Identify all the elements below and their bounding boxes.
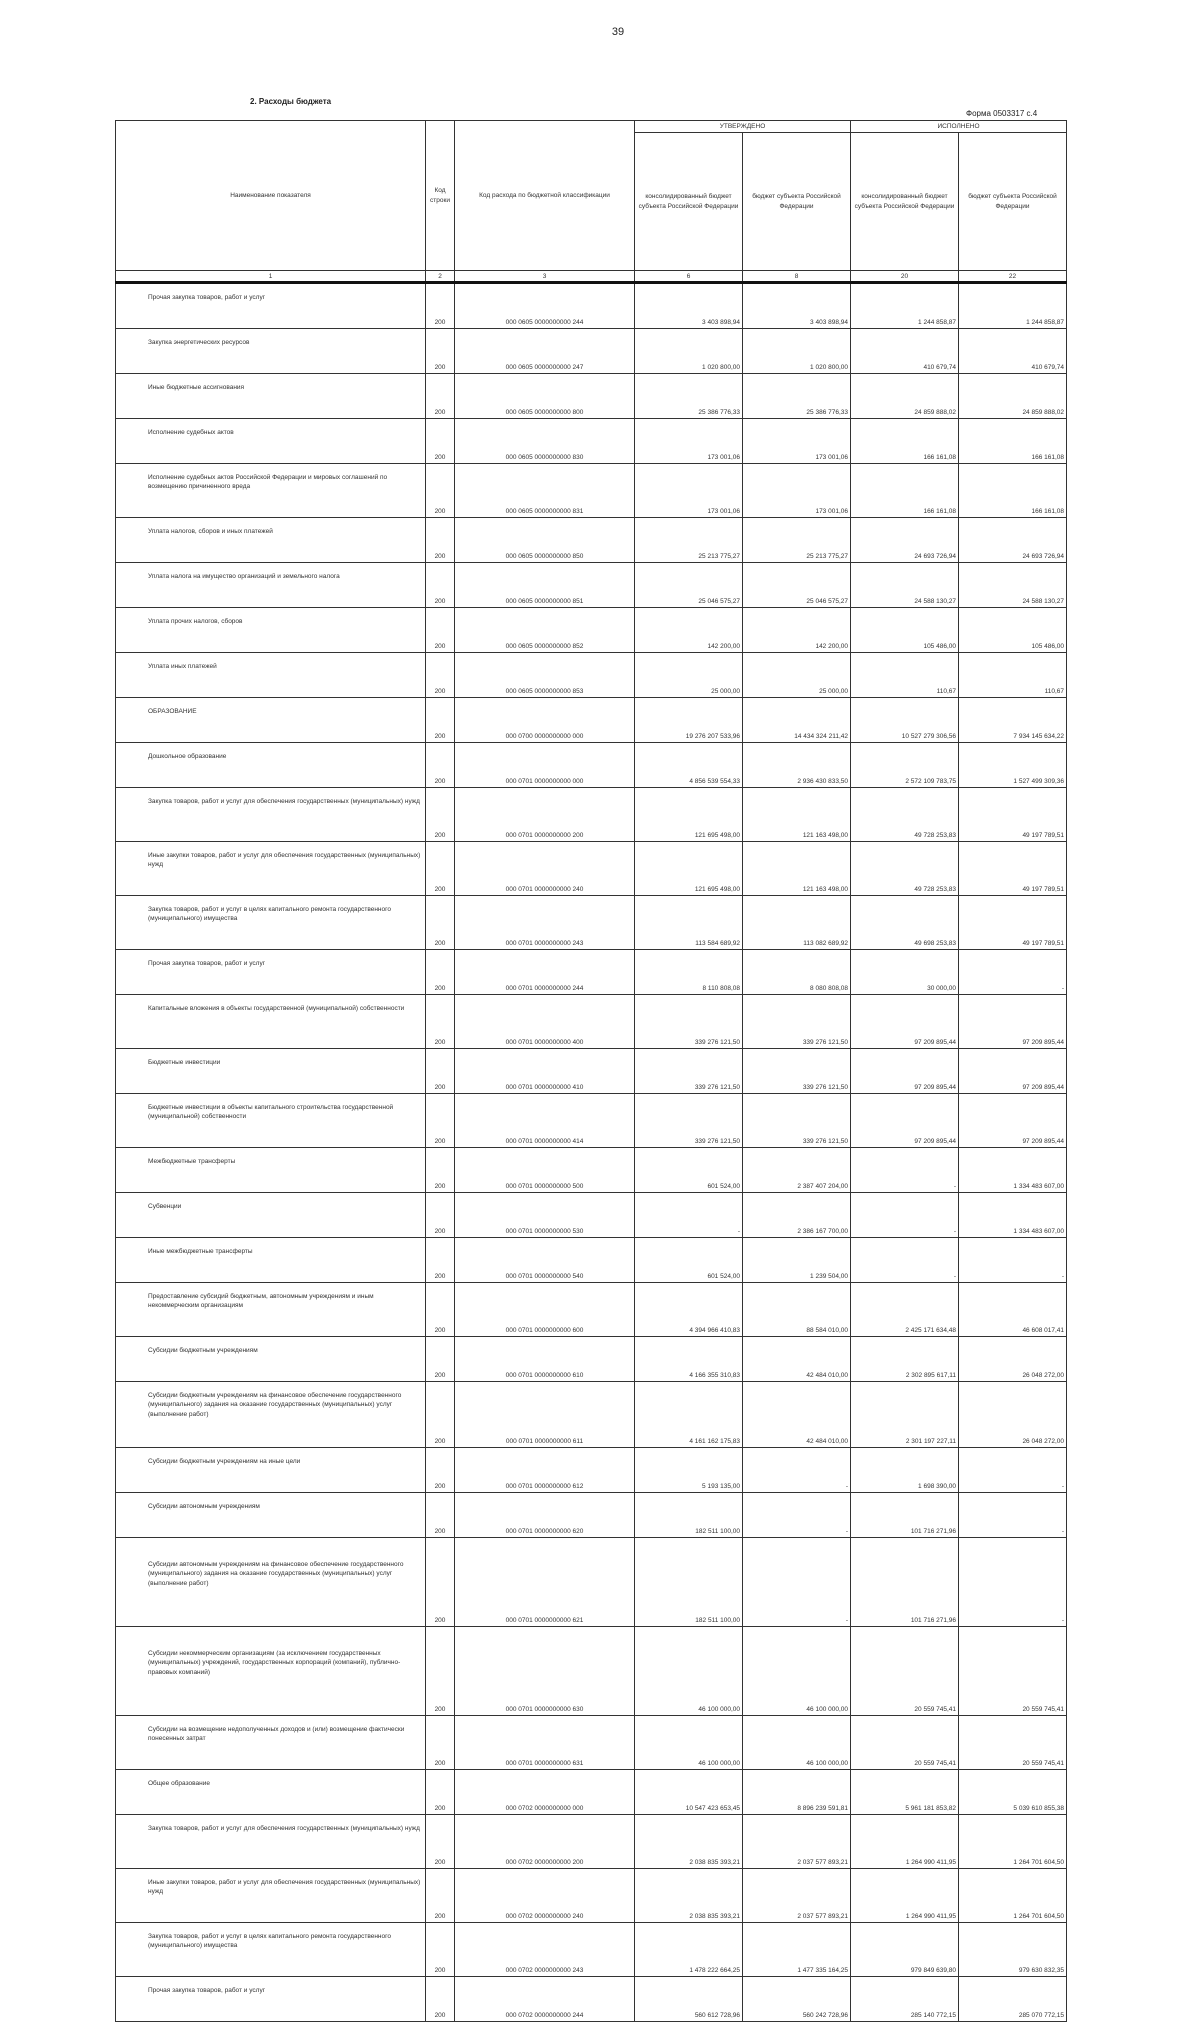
table-row	[116, 842, 1067, 896]
row-executed-consolidated: 49 728 253,83	[851, 842, 959, 896]
row-executed-consolidated: 1 264 990 411,95	[851, 1815, 959, 1869]
row-executed-consolidated: -	[851, 1238, 959, 1283]
row-classification-code: 000 0701 0000000000 244	[455, 950, 635, 995]
row-executed-consolidated: 97 209 895,44	[851, 1094, 959, 1148]
row-approved-subject: 2 037 577 893,21	[743, 1869, 851, 1923]
row-executed-subject: 24 859 888,02	[959, 374, 1067, 419]
row-executed-consolidated: 110,67	[851, 653, 959, 698]
table-row	[116, 1337, 1067, 1382]
row-code: 200	[426, 1193, 455, 1238]
row-name: Закупка товаров, работ и услуг для обеспечения государственных (муниципальных) нужд	[116, 788, 426, 842]
row-classification-code: 000 0701 0000000000 243	[455, 896, 635, 950]
row-executed-subject: 20 559 745,41	[959, 1716, 1067, 1770]
row-approved-subject: 25 000,00	[743, 653, 851, 698]
row-approved-subject: 2 387 407 204,00	[743, 1148, 851, 1193]
row-code: 200	[426, 842, 455, 896]
row-approved-consolidated: 339 276 121,50	[635, 1049, 743, 1094]
row-executed-subject: 1 334 483 607,00	[959, 1148, 1067, 1193]
row-code: 200	[426, 283, 455, 329]
row-executed-consolidated: 1 698 390,00	[851, 1448, 959, 1493]
row-executed-consolidated: 2 301 197 227,11	[851, 1382, 959, 1448]
row-code: 200	[426, 464, 455, 518]
row-approved-subject: 142 200,00	[743, 608, 851, 653]
row-name: Субсидии на возмещение недополученных доходов и (или) возмещение фактически понесенных затрат	[116, 1716, 426, 1770]
row-executed-subject: 1 264 701 604,50	[959, 1815, 1067, 1869]
row-code: 200	[426, 1094, 455, 1148]
row-executed-subject: 24 693 726,94	[959, 518, 1067, 563]
row-executed-consolidated: 410 679,74	[851, 329, 959, 374]
row-name: Субсидии бюджетным учреждениям	[116, 1337, 426, 1382]
row-classification-code: 000 0701 0000000000 540	[455, 1238, 635, 1283]
table-row	[116, 608, 1067, 653]
row-approved-consolidated: 25 046 575,27	[635, 563, 743, 608]
row-code: 200	[426, 1049, 455, 1094]
row-code: 200	[426, 374, 455, 419]
table-row	[116, 1193, 1067, 1238]
row-approved-subject: 113 082 689,92	[743, 896, 851, 950]
table-row	[116, 1815, 1067, 1869]
row-approved-consolidated: 4 166 355 310,83	[635, 1337, 743, 1382]
row-approved-consolidated: 46 100 000,00	[635, 1627, 743, 1716]
row-executed-subject: 26 048 272,00	[959, 1382, 1067, 1448]
row-name: Дошкольное образование	[116, 743, 426, 788]
row-approved-consolidated: 560 612 728,96	[635, 1977, 743, 2022]
row-classification-code: 000 0701 0000000000 500	[455, 1148, 635, 1193]
table-row	[116, 1538, 1067, 1627]
row-name: Бюджетные инвестиции	[116, 1049, 426, 1094]
row-name: Закупка товаров, работ и услуг в целях капитального ремонта государственного (муниципального) имущества	[116, 1923, 426, 1977]
row-executed-consolidated: 97 209 895,44	[851, 995, 959, 1049]
row-approved-subject: 8 896 239 591,81	[743, 1770, 851, 1815]
row-classification-code: 000 0701 0000000000 200	[455, 788, 635, 842]
table-row	[116, 1627, 1067, 1716]
column-number: 3	[455, 271, 635, 283]
row-approved-subject: 8 080 808,08	[743, 950, 851, 995]
column-number: 6	[635, 271, 743, 283]
row-executed-subject: -	[959, 1238, 1067, 1283]
row-approved-subject: 2 936 430 833,50	[743, 743, 851, 788]
header-approved-consolidated: консолидированный бюджет субъекта Российской Федерации	[635, 133, 743, 271]
row-executed-consolidated: 24 588 130,27	[851, 563, 959, 608]
row-name: Прочая закупка товаров, работ и услуг	[116, 950, 426, 995]
section-title: 2. Расходы бюджета	[250, 97, 332, 106]
row-approved-consolidated: 121 695 498,00	[635, 842, 743, 896]
row-name: Уплата налогов, сборов и иных платежей	[116, 518, 426, 563]
table-row	[116, 374, 1067, 419]
row-approved-subject: 3 403 898,94	[743, 283, 851, 329]
row-executed-subject: 979 630 832,35	[959, 1923, 1067, 1977]
row-approved-consolidated: 25 000,00	[635, 653, 743, 698]
row-classification-code: 000 0701 0000000000 631	[455, 1716, 635, 1770]
row-executed-subject: -	[959, 1448, 1067, 1493]
row-approved-consolidated: 601 524,00	[635, 1238, 743, 1283]
row-executed-subject: 24 588 130,27	[959, 563, 1067, 608]
row-approved-subject: 560 242 728,96	[743, 1977, 851, 2022]
row-classification-code: 000 0605 0000000000 850	[455, 518, 635, 563]
row-classification-code: 000 0605 0000000000 830	[455, 419, 635, 464]
row-approved-consolidated: 4 161 162 175,83	[635, 1382, 743, 1448]
row-approved-subject: 42 484 010,00	[743, 1382, 851, 1448]
row-classification-code: 000 0700 0000000000 000	[455, 698, 635, 743]
row-name: Исполнение судебных актов	[116, 419, 426, 464]
row-executed-subject: 410 679,74	[959, 329, 1067, 374]
row-approved-consolidated: 10 547 423 653,45	[635, 1770, 743, 1815]
row-name: Прочая закупка товаров, работ и услуг	[116, 1977, 426, 2022]
header-approved-subject: бюджет субъекта Российской Федерации	[743, 133, 851, 271]
row-approved-subject: 1 477 335 164,25	[743, 1923, 851, 1977]
row-executed-subject: 1 264 701 604,50	[959, 1869, 1067, 1923]
row-name: Уплата налога на имущество организаций и земельного налога	[116, 563, 426, 608]
row-approved-consolidated: 1 478 222 664,25	[635, 1923, 743, 1977]
table-row	[116, 1382, 1067, 1448]
row-name: Субсидии автономным учреждениям	[116, 1493, 426, 1538]
row-approved-subject: 46 100 000,00	[743, 1627, 851, 1716]
row-executed-consolidated: 166 161,08	[851, 419, 959, 464]
row-approved-consolidated: 25 386 776,33	[635, 374, 743, 419]
column-number: 2	[426, 271, 455, 283]
row-approved-subject: -	[743, 1493, 851, 1538]
row-executed-consolidated: 2 572 109 783,75	[851, 743, 959, 788]
row-code: 200	[426, 1448, 455, 1493]
row-approved-consolidated: 4 856 539 554,33	[635, 743, 743, 788]
row-name: Бюджетные инвестиции в объекты капитального строительства государственной (муниципальной) собственности	[116, 1094, 426, 1148]
table-row	[116, 1448, 1067, 1493]
table-row	[116, 329, 1067, 374]
row-executed-subject: -	[959, 1538, 1067, 1627]
row-approved-subject: 173 001,06	[743, 419, 851, 464]
row-executed-subject: 7 934 145 634,22	[959, 698, 1067, 743]
row-code: 200	[426, 1283, 455, 1337]
table-row	[116, 788, 1067, 842]
row-classification-code: 000 0702 0000000000 200	[455, 1815, 635, 1869]
row-approved-consolidated: 182 511 100,00	[635, 1493, 743, 1538]
row-classification-code: 000 0701 0000000000 414	[455, 1094, 635, 1148]
column-number: 1	[116, 271, 426, 283]
row-classification-code: 000 0701 0000000000 620	[455, 1493, 635, 1538]
table-row	[116, 995, 1067, 1049]
form-label: Форма 0503317 с.4	[966, 109, 1038, 118]
row-executed-consolidated: 1 264 990 411,95	[851, 1869, 959, 1923]
row-approved-subject: 25 046 575,27	[743, 563, 851, 608]
row-code: 200	[426, 1627, 455, 1716]
row-executed-consolidated: 285 140 772,15	[851, 1977, 959, 2022]
table-row	[116, 950, 1067, 995]
row-code: 200	[426, 563, 455, 608]
row-name: Уплата прочих налогов, сборов	[116, 608, 426, 653]
table-row	[116, 1238, 1067, 1283]
row-approved-subject: 2 037 577 893,21	[743, 1815, 851, 1869]
row-code: 200	[426, 1923, 455, 1977]
row-code: 200	[426, 1493, 455, 1538]
table-row	[116, 698, 1067, 743]
table-row	[116, 1094, 1067, 1148]
row-executed-subject: 285 070 772,15	[959, 1977, 1067, 2022]
row-approved-consolidated: 5 193 135,00	[635, 1448, 743, 1493]
row-classification-code: 000 0605 0000000000 831	[455, 464, 635, 518]
row-code: 200	[426, 1238, 455, 1283]
column-number: 22	[959, 271, 1067, 283]
table-row	[116, 1148, 1067, 1193]
row-executed-subject: 105 486,00	[959, 608, 1067, 653]
row-executed-consolidated: 5 961 181 853,82	[851, 1770, 959, 1815]
row-approved-consolidated: 1 020 800,00	[635, 329, 743, 374]
row-approved-consolidated: 8 110 808,08	[635, 950, 743, 995]
table-row	[116, 1716, 1067, 1770]
row-name: Субвенции	[116, 1193, 426, 1238]
row-classification-code: 000 0605 0000000000 800	[455, 374, 635, 419]
row-executed-subject: 1 527 499 309,36	[959, 743, 1067, 788]
row-code: 200	[426, 1977, 455, 2022]
row-classification-code: 000 0701 0000000000 530	[455, 1193, 635, 1238]
row-classification-code: 000 0605 0000000000 247	[455, 329, 635, 374]
row-approved-consolidated: 19 276 207 533,96	[635, 698, 743, 743]
row-classification-code: 000 0701 0000000000 600	[455, 1283, 635, 1337]
row-code: 200	[426, 1337, 455, 1382]
row-approved-consolidated: 339 276 121,50	[635, 995, 743, 1049]
row-approved-subject: -	[743, 1538, 851, 1627]
header-executed-consolidated: консолидированный бюджет субъекта Российской Федерации	[851, 133, 959, 271]
column-numbers	[116, 271, 1067, 283]
row-name: ОБРАЗОВАНИЕ	[116, 698, 426, 743]
row-code: 200	[426, 1148, 455, 1193]
row-code: 200	[426, 653, 455, 698]
row-executed-consolidated: 20 559 745,41	[851, 1716, 959, 1770]
row-classification-code: 000 0701 0000000000 240	[455, 842, 635, 896]
row-name: Закупка энергетических ресурсов	[116, 329, 426, 374]
row-executed-subject: 49 197 789,51	[959, 896, 1067, 950]
row-approved-consolidated: 2 038 835 393,21	[635, 1815, 743, 1869]
row-code: 200	[426, 329, 455, 374]
row-code: 200	[426, 788, 455, 842]
header-name: Наименование показателя	[116, 121, 426, 271]
row-executed-subject: 5 039 610 855,38	[959, 1770, 1067, 1815]
table-row	[116, 1493, 1067, 1538]
row-code: 200	[426, 1869, 455, 1923]
row-approved-consolidated: 182 511 100,00	[635, 1538, 743, 1627]
row-name: Закупка товаров, работ и услуг для обеспечения государственных (муниципальных) нужд	[116, 1815, 426, 1869]
row-executed-consolidated: 20 559 745,41	[851, 1627, 959, 1716]
row-code: 200	[426, 608, 455, 653]
row-code: 200	[426, 1815, 455, 1869]
row-approved-subject: 42 484 010,00	[743, 1337, 851, 1382]
row-executed-consolidated: 2 302 895 617,11	[851, 1337, 959, 1382]
header-executed-subject: бюджет субъекта Российской Федерации	[959, 133, 1067, 271]
row-executed-consolidated: 10 527 279 306,56	[851, 698, 959, 743]
row-executed-consolidated: 101 716 271,96	[851, 1493, 959, 1538]
row-name: Капитальные вложения в объекты государственной (муниципальной) собственности	[116, 995, 426, 1049]
row-approved-subject: 1 239 504,00	[743, 1238, 851, 1283]
row-name: Исполнение судебных актов Российской Федерации и мировых соглашений по возмещению причиненного вреда	[116, 464, 426, 518]
column-number: 20	[851, 271, 959, 283]
row-approved-consolidated: 113 584 689,92	[635, 896, 743, 950]
row-name: Закупка товаров, работ и услуг в целях капитального ремонта государственного (муниципального) имущества	[116, 896, 426, 950]
row-classification-code: 000 0605 0000000000 244	[455, 283, 635, 329]
table-row	[116, 743, 1067, 788]
row-executed-consolidated: 30 000,00	[851, 950, 959, 995]
row-approved-consolidated: -	[635, 1193, 743, 1238]
row-approved-subject: 173 001,06	[743, 464, 851, 518]
row-approved-consolidated: 173 001,06	[635, 419, 743, 464]
row-classification-code: 000 0702 0000000000 000	[455, 1770, 635, 1815]
table-row	[116, 1049, 1067, 1094]
table-row	[116, 563, 1067, 608]
row-code: 200	[426, 419, 455, 464]
row-executed-consolidated: 97 209 895,44	[851, 1049, 959, 1094]
row-code: 200	[426, 698, 455, 743]
row-classification-code: 000 0701 0000000000 400	[455, 995, 635, 1049]
row-approved-consolidated: 339 276 121,50	[635, 1094, 743, 1148]
row-approved-consolidated: 142 200,00	[635, 608, 743, 653]
row-name: Иные бюджетные ассигнования	[116, 374, 426, 419]
row-classification-code: 000 0702 0000000000 243	[455, 1923, 635, 1977]
row-executed-subject: 166 161,08	[959, 464, 1067, 518]
row-executed-consolidated: 49 728 253,83	[851, 788, 959, 842]
row-approved-consolidated: 601 524,00	[635, 1148, 743, 1193]
row-executed-consolidated: 105 486,00	[851, 608, 959, 653]
row-code: 200	[426, 743, 455, 788]
row-code: 200	[426, 1770, 455, 1815]
page-number: 39	[611, 26, 625, 38]
expenses-table	[115, 120, 1067, 2022]
row-approved-consolidated: 25 213 775,27	[635, 518, 743, 563]
row-approved-subject: 339 276 121,50	[743, 995, 851, 1049]
row-approved-consolidated: 46 100 000,00	[635, 1716, 743, 1770]
table-row	[116, 464, 1067, 518]
row-name: Прочая закупка товаров, работ и услуг	[116, 283, 426, 329]
row-executed-subject: -	[959, 1493, 1067, 1538]
row-code: 200	[426, 950, 455, 995]
row-name: Субсидии бюджетным учреждениям на иные цели	[116, 1448, 426, 1493]
row-code: 200	[426, 896, 455, 950]
row-classification-code: 000 0701 0000000000 612	[455, 1448, 635, 1493]
row-executed-subject: 20 559 745,41	[959, 1627, 1067, 1716]
row-code: 200	[426, 1382, 455, 1448]
row-executed-subject: 46 608 017,41	[959, 1283, 1067, 1337]
row-approved-subject: 88 584 010,00	[743, 1283, 851, 1337]
table-row	[116, 1869, 1067, 1923]
row-name: Иные межбюджетные трансферты	[116, 1238, 426, 1283]
row-code: 200	[426, 1716, 455, 1770]
table-row	[116, 1977, 1067, 2022]
row-name: Субсидии бюджетным учреждениям на финансовое обеспечение государственного (муниципального) задания на оказание государственных (муниципальных) услуг (выполнение работ)	[116, 1382, 426, 1448]
row-executed-subject: 1 244 858,87	[959, 283, 1067, 329]
table-row	[116, 1283, 1067, 1337]
row-code: 200	[426, 1538, 455, 1627]
table-row	[116, 518, 1067, 563]
row-name: Межбюджетные трансферты	[116, 1148, 426, 1193]
table-row	[116, 653, 1067, 698]
table-row	[116, 896, 1067, 950]
row-classification-code: 000 0701 0000000000 410	[455, 1049, 635, 1094]
header-approved: УТВЕРЖДЕНО	[635, 121, 851, 133]
row-executed-consolidated: -	[851, 1148, 959, 1193]
row-executed-subject: 97 209 895,44	[959, 1049, 1067, 1094]
row-executed-subject: 26 048 272,00	[959, 1337, 1067, 1382]
row-executed-consolidated: 49 698 253,83	[851, 896, 959, 950]
row-executed-subject: 97 209 895,44	[959, 995, 1067, 1049]
row-approved-subject: 121 163 498,00	[743, 788, 851, 842]
row-approved-subject: 25 213 775,27	[743, 518, 851, 563]
row-classification-code: 000 0701 0000000000 621	[455, 1538, 635, 1627]
row-classification-code: 000 0701 0000000000 610	[455, 1337, 635, 1382]
row-name: Субсидии автономным учреждениям на финансовое обеспечение государственного (муниципального) задания на оказание государственных (муниципальных) услуг (выполнение работ)	[116, 1538, 426, 1627]
row-classification-code: 000 0701 0000000000 611	[455, 1382, 635, 1448]
row-executed-consolidated: 1 244 858,87	[851, 283, 959, 329]
row-approved-subject: 121 163 498,00	[743, 842, 851, 896]
row-name: Уплата иных платежей	[116, 653, 426, 698]
row-approved-consolidated: 3 403 898,94	[635, 283, 743, 329]
row-classification-code: 000 0605 0000000000 853	[455, 653, 635, 698]
row-name: Предоставление субсидий бюджетным, автономным учреждениям и иным некоммерческим организациям	[116, 1283, 426, 1337]
row-classification-code: 000 0702 0000000000 240	[455, 1869, 635, 1923]
row-approved-subject: 2 386 167 700,00	[743, 1193, 851, 1238]
row-executed-consolidated: 101 716 271,96	[851, 1538, 959, 1627]
row-name: Субсидии некоммерческим организациям (за исключением государственных (муниципальных) учреждений, государственных корпораций (компаний), публично-правовых компаний)	[116, 1627, 426, 1716]
header-classification: Код расхода по бюджетной классификации	[455, 121, 635, 271]
row-executed-subject: 49 197 789,51	[959, 788, 1067, 842]
row-approved-subject: 14 434 324 211,42	[743, 698, 851, 743]
row-approved-subject: 46 100 000,00	[743, 1716, 851, 1770]
row-executed-subject: 110,67	[959, 653, 1067, 698]
row-executed-subject: 1 334 483 607,00	[959, 1193, 1067, 1238]
row-name: Общее образование	[116, 1770, 426, 1815]
column-number: 8	[743, 271, 851, 283]
row-classification-code: 000 0605 0000000000 852	[455, 608, 635, 653]
row-classification-code: 000 0701 0000000000 000	[455, 743, 635, 788]
row-approved-subject: 1 020 800,00	[743, 329, 851, 374]
table-row	[116, 283, 1067, 329]
row-name: Иные закупки товаров, работ и услуг для обеспечения государственных (муниципальных) нужд	[116, 842, 426, 896]
row-approved-consolidated: 4 394 966 410,83	[635, 1283, 743, 1337]
row-classification-code: 000 0702 0000000000 244	[455, 1977, 635, 2022]
table-row	[116, 1923, 1067, 1977]
table-row	[116, 419, 1067, 464]
row-executed-consolidated: 24 859 888,02	[851, 374, 959, 419]
row-approved-consolidated: 2 038 835 393,21	[635, 1869, 743, 1923]
row-code: 200	[426, 518, 455, 563]
header-code: Код строки	[426, 121, 455, 271]
row-code: 200	[426, 995, 455, 1049]
row-approved-subject: 339 276 121,50	[743, 1094, 851, 1148]
row-executed-subject: 97 209 895,44	[959, 1094, 1067, 1148]
row-executed-subject: -	[959, 950, 1067, 995]
row-classification-code: 000 0701 0000000000 630	[455, 1627, 635, 1716]
row-approved-subject: -	[743, 1448, 851, 1493]
row-executed-consolidated: 24 693 726,94	[851, 518, 959, 563]
row-executed-subject: 166 161,08	[959, 419, 1067, 464]
row-executed-subject: 49 197 789,51	[959, 842, 1067, 896]
row-approved-subject: 25 386 776,33	[743, 374, 851, 419]
row-executed-consolidated: -	[851, 1193, 959, 1238]
row-executed-consolidated: 166 161,08	[851, 464, 959, 518]
table-row	[116, 1770, 1067, 1815]
row-approved-consolidated: 121 695 498,00	[635, 788, 743, 842]
row-approved-consolidated: 173 001,06	[635, 464, 743, 518]
row-executed-consolidated: 2 425 171 634,48	[851, 1283, 959, 1337]
row-classification-code: 000 0605 0000000000 851	[455, 563, 635, 608]
row-name: Иные закупки товаров, работ и услуг для обеспечения государственных (муниципальных) нужд	[116, 1869, 426, 1923]
header-executed: ИСПОЛНЕНО	[851, 121, 1067, 133]
row-approved-subject: 339 276 121,50	[743, 1049, 851, 1094]
row-executed-consolidated: 979 849 639,80	[851, 1923, 959, 1977]
